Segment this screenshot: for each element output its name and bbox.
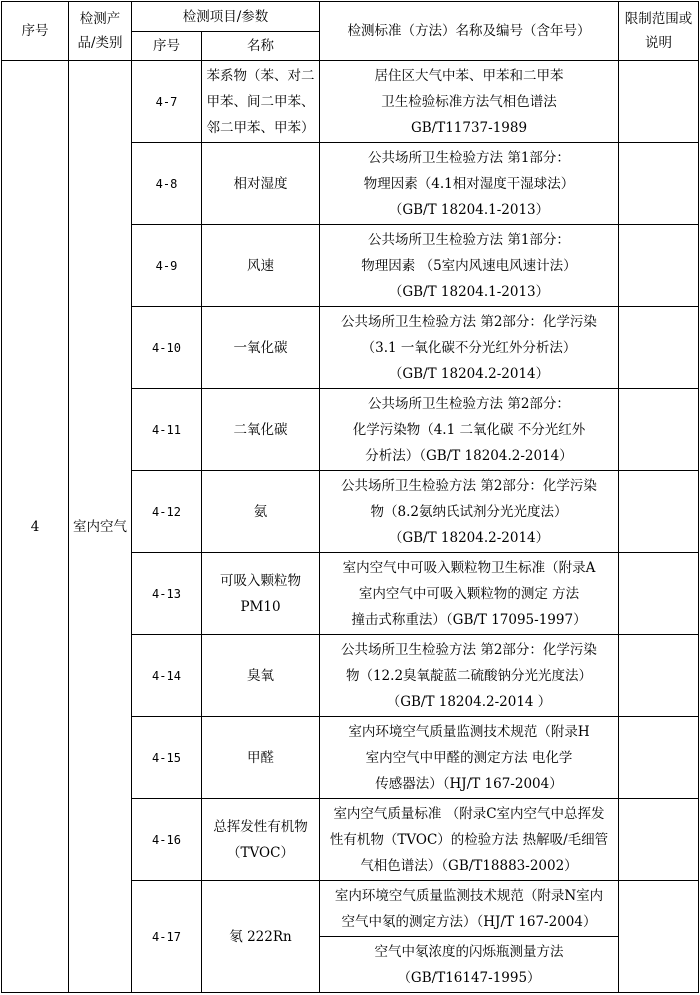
item-seq: 4-11 — [132, 389, 202, 471]
item-standard — [320, 307, 619, 389]
item-name: 臭氧 — [202, 635, 320, 717]
standard-line: 物理因素 （5室内风速电风速计法） — [361, 257, 577, 274]
group-seq: 4 — [2, 61, 69, 993]
standard-line: 室内空气中可吸入颗粒物的测定 方法 — [358, 585, 580, 602]
header-item-group: 检测项目/参数 — [132, 2, 320, 32]
standard-line: 室内空气质量标准 （附录C室内空气中总挥发 — [333, 805, 605, 822]
header-item-seq: 序号 — [132, 32, 202, 61]
item-name: 一氧化碳 — [202, 307, 320, 389]
standard-line: GB/T11737-1989 — [410, 119, 528, 136]
standard-line: 公共场所卫生检验方法 第1部分： — [368, 149, 570, 166]
item-seq: 4-13 — [132, 553, 202, 635]
standard-line: 室内环境空气质量监测技术规范（附录H — [348, 723, 590, 740]
item-standard — [320, 553, 619, 635]
header-category: 检测产品/类别 — [69, 2, 132, 61]
header-limit: 限制范围或说明 — [619, 2, 699, 61]
item-seq: 4-12 — [132, 471, 202, 553]
standard-line: 公共场所卫生检验方法 第2部分： — [368, 395, 570, 412]
item-name: 总挥发性有机物（TVOC） — [202, 799, 320, 881]
standard-line: 空气中氡浓度的闪烁瓶测量方法 — [374, 943, 564, 960]
item-standard — [320, 717, 619, 799]
standard-line: 室内空气中可吸入颗粒物卫生标准（附录A — [342, 559, 596, 576]
standard-line: 气相色谱法）（GB/T18883-2002） — [360, 857, 578, 874]
item-name: 氨 — [202, 471, 320, 553]
item-limit — [619, 307, 699, 389]
standard-line: （GB/T16147-1995） — [397, 969, 541, 986]
header-standard: 检测标准（方法）名称及编号（含年号） — [320, 2, 619, 61]
standard-line: （GB/T 18204.1-2013） — [388, 201, 550, 218]
table-row — [2, 61, 699, 143]
item-name: 可吸入颗粒物PM10 — [202, 553, 320, 635]
standard-line: 公共场所卫生检验方法 第2部分：化学污染 — [341, 477, 597, 494]
standard-line: 性有机物（TVOC）的检验方法 热解吸/毛细管 — [329, 831, 609, 848]
standard-line: 公共场所卫生检验方法 第1部分： — [368, 231, 570, 248]
item-limit — [619, 143, 699, 225]
item-standard — [320, 937, 619, 993]
item-standard — [320, 143, 619, 225]
item-standard — [320, 389, 619, 471]
item-limit — [619, 471, 699, 553]
item-name: 相对湿度 — [202, 143, 320, 225]
standard-line: 物（12.2臭氧靛蓝二硫酸钠分光光度法） — [345, 667, 593, 684]
standard-line: 物（8.2氨纳氏试剂分光光度法） — [370, 503, 568, 520]
standard-line: 卫生检验标准方法气相色谱法 — [381, 93, 557, 110]
group-category: 室内空气 — [69, 61, 132, 993]
header-seq: 序号 — [2, 2, 69, 61]
item-seq: 4-17 — [132, 881, 202, 993]
item-name: 甲醛 — [202, 717, 320, 799]
standard-line: 空气中氡的测定方法）（HJ/T 167-2004） — [341, 913, 597, 930]
item-limit — [619, 635, 699, 717]
item-name: 风速 — [202, 225, 320, 307]
standards-table — [1, 1, 699, 993]
standard-line: 分析法）（GB/T 18204.2-2014） — [365, 447, 573, 464]
item-limit — [619, 799, 699, 881]
standard-line: 公共场所卫生检验方法 第2部分：化学污染 — [341, 641, 597, 658]
item-standard — [320, 881, 619, 937]
item-standard — [320, 635, 619, 717]
item-seq: 4-15 — [132, 717, 202, 799]
item-seq: 4-8 — [132, 143, 202, 225]
standard-line: 化学污染物（4.1 二氧化碳 不分光红外 — [352, 421, 586, 438]
standard-line: 公共场所卫生检验方法 第2部分：化学污染 — [341, 313, 597, 330]
standard-line: （GB/T 18204.1-2013） — [388, 283, 550, 300]
standard-line: 传感器法）（HJ/T 167-2004） — [375, 775, 563, 792]
item-limit — [619, 717, 699, 799]
item-limit — [619, 61, 699, 143]
item-seq: 4-9 — [132, 225, 202, 307]
item-name: 氡 222Rn — [202, 881, 320, 993]
item-standard — [320, 225, 619, 307]
standard-line: （GB/T 18204.2-2014） — [388, 529, 550, 546]
item-limit — [619, 389, 699, 471]
item-seq: 4-10 — [132, 307, 202, 389]
item-limit — [619, 881, 699, 993]
standard-line: （GB/T 18204.2-2014） — [388, 365, 550, 382]
standard-line: 撞击式称重法）（GB/T 17095-1997） — [351, 611, 587, 628]
item-seq: 4-16 — [132, 799, 202, 881]
standard-line: 物理因素（4.1相对湿度干湿球法） — [363, 175, 575, 192]
standard-line: 室内环境空气质量监测技术规范（附录N室内 — [334, 887, 604, 904]
item-standard — [320, 799, 619, 881]
header-item-name: 名称 — [202, 32, 320, 61]
standard-line: （3.1 一氧化碳不分光红外分析法） — [361, 339, 577, 356]
item-name: 苯系物（苯、对二甲苯、间二甲苯、邻二甲苯、甲苯） — [202, 61, 320, 143]
item-standard — [320, 471, 619, 553]
item-standard — [320, 61, 619, 143]
item-name: 二氧化碳 — [202, 389, 320, 471]
item-seq: 4-7 — [132, 61, 202, 143]
standard-line: 居住区大气中苯、甲苯和二甲苯 — [374, 67, 564, 84]
standard-line: （GB/T 18204.2-2014 ） — [386, 693, 552, 710]
standard-line: 室内空气中甲醛的测定方法 电化学 — [365, 749, 573, 766]
item-limit — [619, 553, 699, 635]
item-limit — [619, 225, 699, 307]
item-seq: 4-14 — [132, 635, 202, 717]
